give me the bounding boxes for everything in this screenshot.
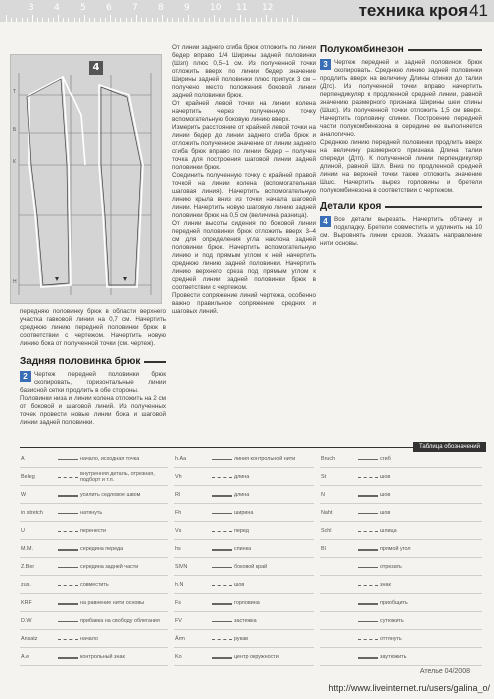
ruler-tick [131,18,132,22]
ruler-tick [68,18,69,22]
legend-abbreviation: Vs [175,527,182,534]
ruler-tick [89,18,90,22]
legend-abbreviation: Fh [175,509,182,516]
legend-abbreviation: Vh [175,473,182,480]
legend-abbreviation: Ärm [175,635,185,642]
ruler-tick [42,18,43,22]
legend-symbol-icon [56,544,80,554]
ruler-tick [152,18,153,22]
body-paragraph: От линии высоты сидения по боковой линии передней половинки брюк отложить вверх 3–4 см для определения угла наклона задней половинки брюк. Начертить вспомогательную линию и под прямым углом к ней начертить среднюю линию задней половинки. Начертить линию верхнего среза под прямым углом к средней линии задней половинки брюк в соответствии с чертежом. [172,220,316,291]
section-header-title: техника кроя [358,1,468,20]
legend-abbreviation: А [21,455,25,462]
legend-rule [20,447,413,448]
legend-symbol-icon [56,472,80,482]
legend-row [320,504,482,522]
legend-symbol-icon [56,634,80,644]
ruler-tick [183,18,184,22]
section-header-overalls [320,44,482,55]
svg-text:Н: Н [13,279,17,285]
legend-symbol-icon [356,562,380,572]
ruler-number: 12 [262,3,274,13]
legend-row [320,612,482,630]
ruler-tick [162,15,163,22]
ruler-tick [297,18,298,22]
ruler-tick [214,15,215,22]
ruler-tick [245,18,246,22]
figure-number: 4 [89,61,103,75]
legend-row [320,486,482,504]
legend-abbreviation: Fs [175,599,181,606]
legend-abbreviation: Rl [175,491,181,498]
legend-row [174,540,314,558]
svg-text:Т: Т [13,89,17,95]
legend-description: центр окружности [234,653,279,660]
legend-description: шов [380,509,391,516]
legend-abbreviation: Z.Ber [21,563,35,570]
ruler-number: 7 [132,3,138,13]
legend-row [320,558,482,576]
legend-description: застежка [234,617,257,624]
legend-symbol-icon [356,454,380,464]
ruler-number: 8 [158,3,164,13]
ruler-number: 4 [54,3,60,13]
legend-symbol-icon [56,508,80,518]
legend-symbol-icon [210,580,234,590]
body-paragraph: От крайней левой точки на линии колена начертить через полученную точку вспомогательную боковую линию вверх. [172,100,316,123]
legend-row [174,612,314,630]
legend-symbol-icon [56,526,80,536]
legend-column-1 [20,450,168,666]
legend-description: оттянуть [380,635,402,642]
legend-symbol-icon [210,472,234,482]
legend-abbreviation: zus. [21,581,31,588]
legend-description: начало [80,635,98,642]
ruler-tick [53,18,54,22]
legend-description: шов [234,581,245,588]
back-half-paragraph: Половинки низа и линии колена отложить на 2 см от боковой и шаговой линий. Из полученных точек провести новые линии бока и шаговой линии задней половинки. [20,395,166,426]
legend-description: шов [380,473,391,480]
legend-column-2 [174,450,314,666]
ruler-tick [120,18,121,22]
legend-symbol-icon [56,652,80,662]
legend-description: на равнение нити основы [80,599,145,606]
legend-abbreviation: St [321,473,327,480]
legend-row [174,522,314,540]
ruler-tick [287,18,288,22]
legend-row [20,522,168,540]
ruler-tick [172,18,173,22]
ruler-tick [250,18,251,22]
legend-column-3 [320,450,482,666]
overalls-paragraph: Среднюю линию передней половинки продлить вверх на величину размерного признака Длина талии спереди (Дтп). К полученной линии перпендикуляр длиной, равной Шгл. Вниз по продленной средней линии на верхней точки также отложить значение Шшс. Начертить вырез горловины и бретели полукомбинезона в соответствии с чертежом. [320,139,482,194]
legend-symbol-icon [210,652,234,662]
section-rule [144,361,166,363]
legend-description: совместить [80,581,109,588]
section-rule [385,206,482,208]
legend-symbol-icon [356,652,380,662]
ruler-tick [193,18,194,22]
ruler-numbers [0,3,300,19]
legend-row [174,594,314,612]
legend-abbreviation: A.e [21,653,30,660]
legend-symbol-icon [356,544,380,554]
legend-symbol-icon [56,454,80,464]
legend-description: прибавка на свободу облегания [80,617,160,624]
legend-symbol-icon [56,616,80,626]
legend-abbreviation: D.W [21,617,32,624]
section-title-back-half: Задняя половинка брюк [20,356,141,367]
column-3 [320,44,482,248]
section-header-back-half [20,356,166,367]
ruler-tick [6,15,7,22]
legend-description: длина [234,491,250,498]
legend-symbol-icon [210,562,234,572]
ruler-tick [22,18,23,22]
ruler-tick [235,18,236,22]
body-paragraph: Соединить полученную точку с крайней правой точкой на линии колена (вспомогательная шаговая линия). Начертить вспомогательную линию крыла вниз из точки начала шаговой линии. Начертить новую шаговую линию задней половинки брюк на 0,5 см (величина разница). [172,172,316,219]
legend-abbreviation: Beleg [21,473,35,480]
ruler-tick [32,15,33,22]
legend-row [20,612,168,630]
legend-abbreviation: Bl [321,545,326,552]
ruler-tick [141,18,142,22]
legend-abbreviation: Bruch [321,455,336,462]
legend-description: горловина [234,599,260,606]
ruler-tick [100,18,101,22]
ruler-tick [126,18,127,22]
legend-symbol-icon [56,598,80,608]
ruler-tick [63,18,64,22]
legend-title: Таблица обозначений [413,442,486,452]
legend-abbreviation: h.Aa [175,455,187,462]
legend-description: перед [234,527,249,534]
issue-label: Ателье 04/2008 [419,668,470,675]
legend-row [320,630,482,648]
legend-row [174,486,314,504]
legend-row [20,594,168,612]
legend-description: отрезать [380,563,402,570]
back-half-paragraph: Чертеж передней половинки брюк скопировать, горизонтальные линии базисной сетки продлить в обе стороны. [20,371,166,394]
legend-description: линия контрольной нити [234,455,296,462]
legend-symbol-icon [210,634,234,644]
legend-symbol-icon [356,508,380,518]
legend-row [20,648,168,666]
ruler-tick [261,18,262,22]
legend-description: шлица [380,527,397,534]
legend-abbreviation: hs [175,545,181,552]
legend-description: спинка [234,545,252,552]
pattern-drawing [10,54,162,304]
legend-abbreviation: SlVN [175,563,188,570]
ruler-tick [94,18,95,22]
ruler-tick [115,18,116,22]
legend-row [20,468,168,486]
column-2 [172,44,316,316]
legend-abbreviation: N [321,491,325,498]
legend-description: заутюжить [380,653,407,660]
ruler-tick [105,18,106,22]
legend-row [20,450,168,468]
ruler-tick [79,18,80,22]
ruler-tick [16,18,17,22]
legend-abbreviation: in stretch [21,509,43,516]
body-paragraph: Измерить расстояние от крайней левой точки на линии бедер до линии заднего сгиба брюк и отложить полученное значение от линии заднего сгиба брюк вправо по линии бедер – получен точка для построения шаговой линии задней половинки брюк. [172,124,316,171]
legend-symbol-icon [356,490,380,500]
step-number-badge: 2 [20,371,31,382]
legend-symbol-icon [210,616,234,626]
legend-row [320,648,482,666]
legend-row [174,630,314,648]
legend-description: знак [380,581,391,588]
legend-description: боковой край [234,563,268,570]
ruler-tick [256,18,257,22]
legend-description: сгиб [380,455,391,462]
ruler-tick [282,18,283,22]
legend-description: длина [234,473,250,480]
legend-description: натянуть [80,509,103,516]
overalls-paragraph: Чертеж передней и задней половинок брюк скопировать. Среднюю линию задней половинки продлить вверх на величину Длины спинки до талии (Дтс). Из полученной точки вправо начертить перпендикуляр к продленной средней линии, равной значению размерного признака Ширины шеи спины (Шшс). Из полученной точки отложить 1,5 см вверх. Начертить горловину спинки. Построение передней части полукомбинезона в середине ее выполняется аналогично. [320,59,482,138]
legend-row [174,468,314,486]
legend-row [320,522,482,540]
ruler-tick [84,15,85,22]
legend-row [20,558,168,576]
ruler-tick [11,18,12,22]
legend-row [174,558,314,576]
ruler-number: 11 [236,3,248,13]
legend-row [174,648,314,666]
ruler-tick [167,18,168,22]
svg-text:К: К [13,159,16,165]
pattern-drawing-svg [11,55,163,305]
section-title-cut-parts: Детали кроя [320,201,382,212]
ruler-tick [146,18,147,22]
ruler-number: 5 [80,3,86,13]
ruler-tick [292,15,293,22]
legend-description: приобщить [380,599,408,606]
legend-symbol-icon [210,508,234,518]
legend-symbol-icon [210,544,234,554]
ruler-tick [188,15,189,22]
step-number-badge: 4 [320,216,331,227]
ruler-tick [266,15,267,22]
legend-abbreviation: Schl [321,527,332,534]
ruler-tick [219,18,220,22]
legend-abbreviation: h.N [175,581,184,588]
figure-caption-text: передняю половинку брюк в области верхнего участка гавковой линии на 0,7 см. Начертить среднюю линию передней половинки брюк в соответствии с чертежом. Начертить новую линию бока от полученной точки (см. чертеж). [20,308,166,347]
ruler-tick [240,15,241,22]
ruler-tick [230,18,231,22]
ruler-tick [74,18,75,22]
ruler-tick [27,18,28,22]
legend-abbreviation: FV [175,617,182,624]
legend-symbol-icon [210,454,234,464]
ruler-tick [178,18,179,22]
legend-symbol-icon [210,526,234,536]
legend-symbol-icon [56,562,80,572]
legend-row [320,468,482,486]
legend-row [20,540,168,558]
legend-abbreviation: W [21,491,27,498]
legend-row [174,576,314,594]
legend-row [20,576,168,594]
legend-abbreviation: M.M. [21,545,33,552]
ruler-tick [209,18,210,22]
legend-description: рукав [234,635,248,642]
ruler-tick [110,15,111,22]
ruler-tick [48,18,49,22]
body-paragraph: Провести сопряжение линий чертежа, особенно важно правильное сопряжение средних и шаговых линий. [172,292,316,315]
legend-abbreviation: U [21,527,25,534]
legend-symbol-icon [210,598,234,608]
legend-symbol-icon [210,490,234,500]
legend-abbreviation: KRF [21,599,32,606]
legend-description: прямой угол [380,545,411,552]
legend-row [320,540,482,558]
legend-symbol-icon [356,472,380,482]
ruler-tick [276,18,277,22]
ruler-tick [271,18,272,22]
source-url: http://www.liveinternet.ru/users/galina_o/ [328,683,490,693]
ruler-tick [37,18,38,22]
legend-row [320,450,482,468]
legend-symbol-icon [356,634,380,644]
legend-description: усилить седловое швом [80,491,141,498]
ruler-tick [204,18,205,22]
section-title-overalls: Полукомбинезон [320,44,404,55]
legend-abbreviation: Naht [321,509,333,516]
ruler-number: 10 [210,3,222,13]
cut-parts-paragraph: Все детали вырезать. Начертить обтачку и подкладку. Бретели совместить и удлинить на 10 см. Выровнять линии срезов. Указать направление нити основы. [320,216,482,247]
section-header-cut-parts [320,201,482,212]
ruler-number: 9 [184,3,190,13]
legend-symbol-icon [356,580,380,590]
legend-row [20,504,168,522]
ruler-number: 6 [106,3,112,13]
legend-symbol-icon [356,598,380,608]
legend-description: ширина [234,509,254,516]
legend-abbreviation: Ansatz [21,635,38,642]
legend-row [20,486,168,504]
legend-description: перенести [80,527,107,534]
ruler-tick [198,18,199,22]
legend-symbol-icon [356,526,380,536]
legend-symbol-icon [56,490,80,500]
ruler-tick [136,15,137,22]
legend-row [174,504,314,522]
ruler-tick [58,15,59,22]
legend-row [320,576,482,594]
step-number-badge: 3 [320,59,331,70]
legend-description: шов [380,491,391,498]
legend-description: контрольный знак [80,653,125,660]
legend-abbreviation: Ko [175,653,182,660]
section-rule [408,49,482,51]
column-1 [20,308,166,427]
svg-text:Б: Б [13,127,17,133]
legend-symbol-icon [56,580,80,590]
legend-description: внутренняя деталь, отрезная, подборт и т.п. [80,470,155,483]
legend-row [320,594,482,612]
page-number: 41 [469,1,488,20]
ruler-tick [157,18,158,22]
legend-description: сутюжить [380,617,404,624]
ruler-tick [224,18,225,22]
body-paragraph: От линии заднего сгиба брюк отложить по линии бедер вправо 1/4 Ширины задней половинки (Шзп) плюс 0,5–1 см. Из полученной точки отложить вверх по линии бедер значение Ширины задней половинки плюс припуск 3 см – получено место положения боковой линии задней половинки брюк. [172,44,316,99]
legend-description: середина задней части [80,563,139,570]
legend-row [20,630,168,648]
legend-symbol-icon [356,616,380,626]
legend-row [174,450,314,468]
legend-description: середина переда [80,545,124,552]
legend-description: начало, исходная точка [80,455,140,462]
ruler-number: 3 [28,3,34,13]
